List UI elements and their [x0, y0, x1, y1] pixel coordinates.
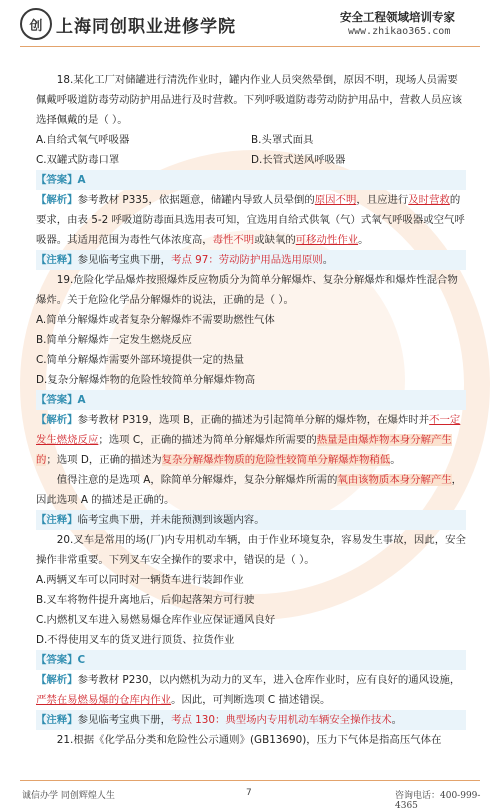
q20-option-d: D.不得使用叉车的货叉进行顶货、拉货作业	[36, 634, 235, 646]
page-number: 7	[246, 788, 252, 798]
school-logo-icon: 创	[20, 8, 52, 40]
q20-analysis: 【解析】参考教材 P230，以内燃机为动力的叉车，进入仓库作业时，应有良好的通风设施，严禁在易燃易爆的仓库内作业。因此，可判断选项 C 描述错误。	[36, 674, 461, 706]
q20-option-a: A.两辆叉车可以同时对一辆货车进行装卸作业	[36, 574, 244, 586]
org-name: 上海同创职业进修学院	[56, 17, 236, 37]
q18-option-d: D.长管式送风呼吸器	[251, 154, 346, 166]
q20-option-c: C.内燃机叉车进入易燃易爆仓库作业应保证通风良好	[36, 614, 276, 626]
q18-option-a: A.自给式氧气呼吸器	[36, 134, 130, 146]
q18-answer: 【答案】A	[36, 170, 466, 190]
q19-option-c: C.简单分解爆炸需要外部环境提供一定的热量	[36, 354, 244, 366]
question-20-stem: 20.叉车是常用的场(厂)内专用机动车辆，由于作业环境复杂，容易发生事故，因此，安全操作非常重要。下列叉车安全操作的要求中，错误的是（ ）。	[36, 534, 466, 566]
q19-option-d: D.复杂分解爆炸物的危险性较简单分解爆炸物高	[36, 374, 256, 386]
q20-note: 【注释】参见临考宝典下册，考点 130：典型场内专用机动车辆安全操作技术。	[36, 710, 466, 730]
page-footer	[0, 780, 500, 811]
q19-answer: 【答案】A	[36, 390, 466, 410]
q20-answer: 【答案】C	[36, 650, 466, 670]
question-19-stem: 19.危险化学品爆炸按照爆炸反应物质分为简单分解爆炸、复杂分解爆炸和爆炸性混合物爆炸。关于危险化学品分解爆炸的说法，正确的是（ ）。	[36, 274, 458, 306]
footer-motto: 诚信办学 同创辉煌人生	[22, 791, 115, 801]
q19-analysis: 【解析】参考教材 P319，选项 B，正确的描述为引起简单分解的爆炸物，在爆炸时并不一定发生燃烧反应；选项 C，正确的描述为简单分解爆炸所需要的热量是由爆炸物本身分解产生的；选项 D，正确的描述为复杂分解爆炸物质的危险性较简单分解爆炸物稍低。	[36, 414, 461, 466]
header-website[interactable]: www.zhikao365.com	[348, 26, 451, 37]
q18-option-c: C.双罐式防毒口罩	[36, 154, 120, 166]
q19-option-a: A.简单分解爆炸或者复杂分解爆炸不需要助燃性气体	[36, 314, 275, 326]
footer-phone: 咨询电话：400-999-4365	[395, 791, 481, 811]
header-divider	[20, 46, 480, 47]
question-21-stem: 21.根据《化学品分类和危险性公示通则》(GB13690)，压力下气体是指高压气体在	[56, 734, 442, 746]
footer-divider	[20, 780, 480, 781]
q18-note: 【注释】参见临考宝典下册，考点 97：劳动防护用品选用原则。	[36, 250, 466, 270]
question-18-options-row-2	[36, 150, 466, 170]
question-18-stem: 18.某化工厂对储罐进行清洗作业时，罐内作业人员突然晕倒，原因不明，现场人员需要佩戴呼吸道防毒劳动防护用品进行及时营救。下列呼吸道防毒劳动防护用品中，营救人员应该选择佩戴的是（ ）。	[36, 74, 463, 126]
q19-extra: 值得注意的是选项 A，除简单分解爆炸，复杂分解爆炸所需的氧由该物质本身分解产生，因此选项 A 的描述是正确的。	[36, 474, 463, 506]
page-header	[0, 0, 500, 50]
q19-note: 【注释】临考宝典下册，并未能预测到该题内容。	[36, 510, 466, 530]
document-body	[36, 70, 466, 750]
q18-option-b: B.头罩式面具	[251, 134, 314, 146]
q20-option-b: B.叉车将物件提升离地后，后仰起落架方可行驶	[36, 594, 255, 606]
q18-analysis: 【解析】参考教材 P335，依据题意，储罐内导致人员晕倒的原因不明，且应进行及时营救的要求，由表 5-2 呼吸道防毒面具选用表可知，宜选用自给式供氧（气）式氧气呼吸器或空气呼吸器。其适用范围为毒性气体浓度高，毒性不明或缺氧的可移动性作业。	[36, 194, 465, 246]
q19-option-b: B.简单分解爆炸一定发生燃烧反应	[36, 334, 192, 346]
question-18-options-row-1	[36, 130, 466, 150]
header-slogan: 安全工程领域培训专家	[340, 10, 455, 24]
